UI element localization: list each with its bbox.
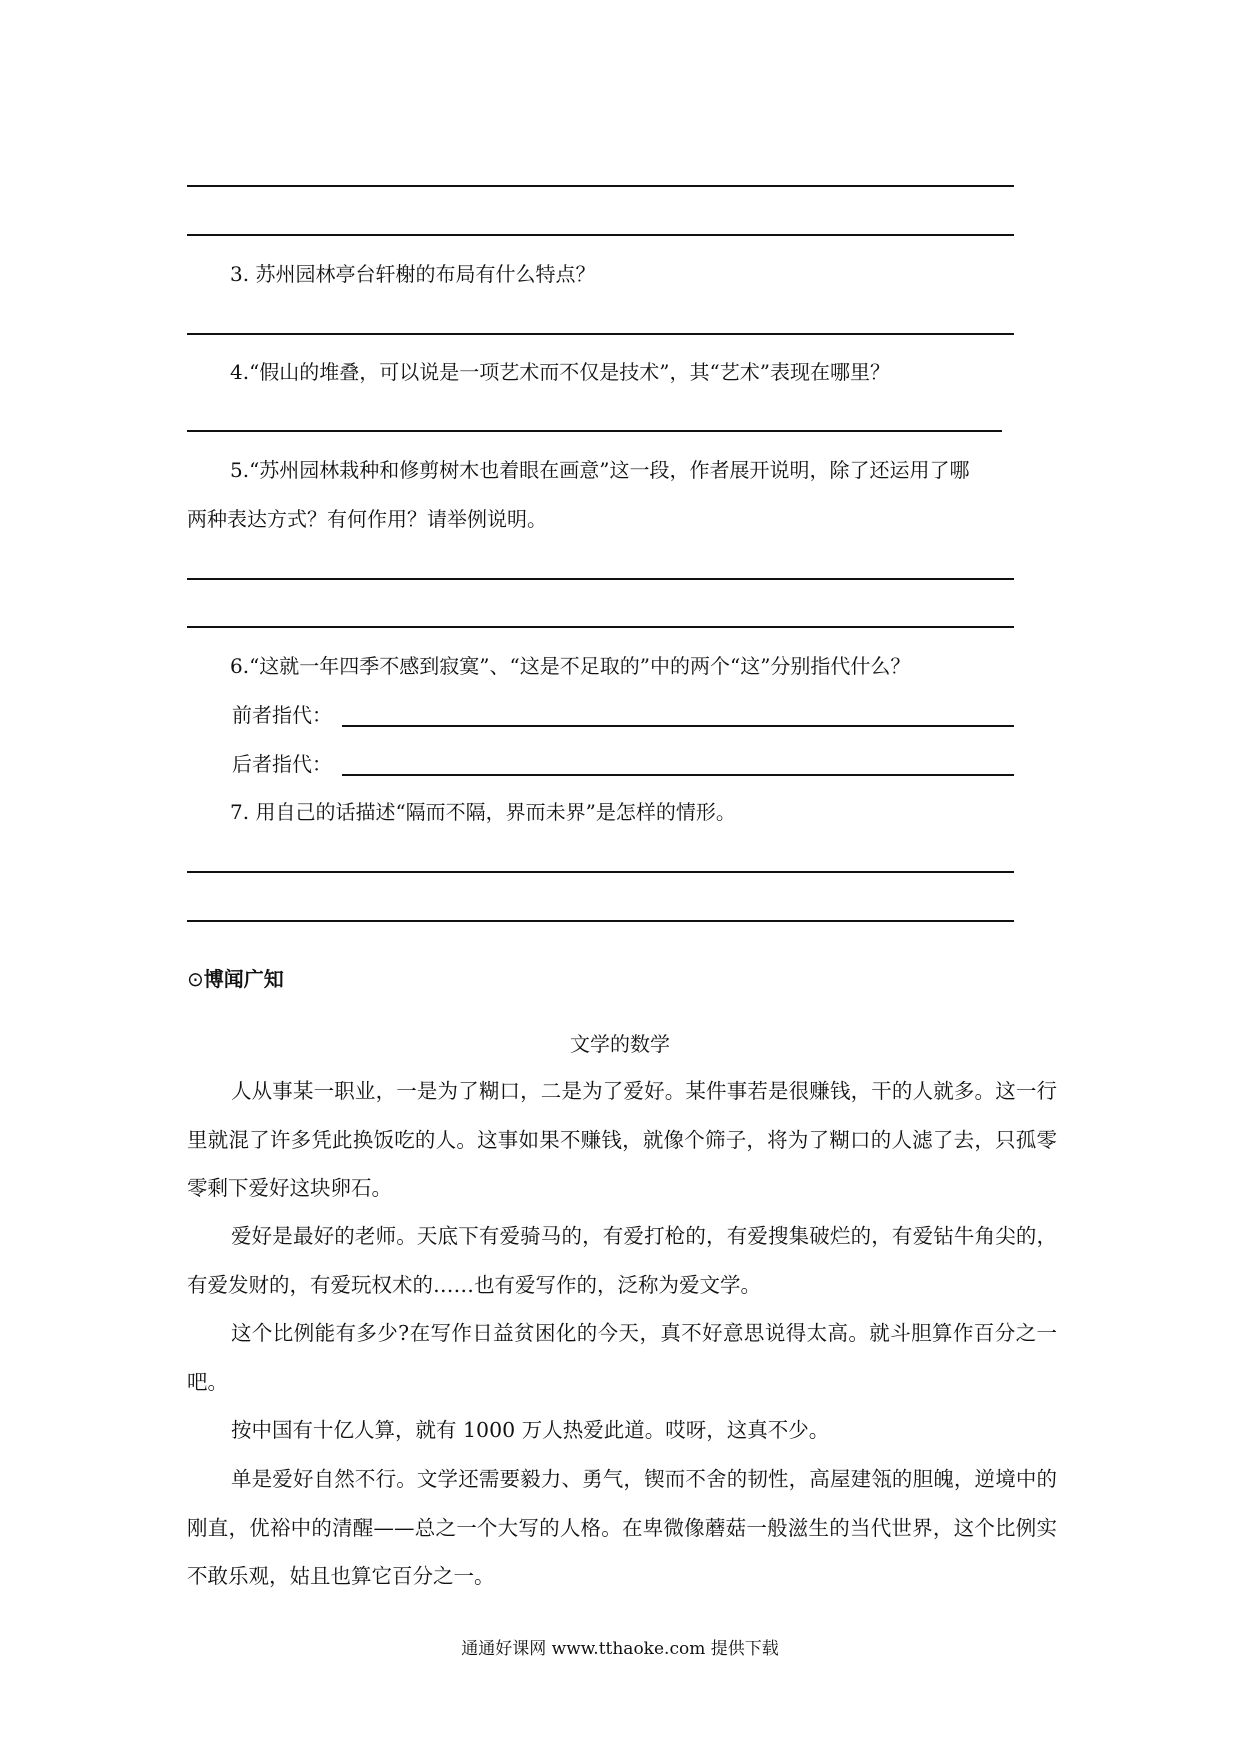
question-3: 3. 苏州园林亭台轩榭的布局有什么特点？	[230, 262, 596, 286]
question-4: 4.“假山的堆叠，可以说是一项艺术而不仅是技术”，其“艺术”表现在哪里？	[230, 360, 890, 384]
answer-line[interactable]	[187, 430, 1002, 432]
question-5-line-2: 两种表达方式？有何作用？请举例说明。	[187, 507, 547, 531]
latter-answer-line[interactable]	[342, 774, 1014, 776]
answer-line[interactable]	[187, 333, 1014, 335]
answer-line[interactable]	[187, 626, 1014, 628]
answer-line[interactable]	[187, 920, 1014, 922]
section-title: 博闻广知	[203, 967, 284, 991]
article-paragraph: 爱好是最好的老师。天底下有爱骑马的，有爱打枪的，有爱搜集破烂的，有爱钻牛角尖的，有爱发财的，有爱玩权术的……也有爱写作的，泛称为爱文学。	[187, 1224, 1057, 1297]
answer-line[interactable]	[187, 234, 1014, 236]
question-7: 7. 用自己的话描述“隔而不隔，界而未界”是怎样的情形。	[230, 800, 736, 824]
answer-line[interactable]	[187, 185, 1014, 187]
section-heading	[187, 966, 284, 992]
article-paragraph: 单是爱好自然不行。文学还需要毅力、勇气，锲而不舍的韧性，高屋建瓴的胆魄，逆境中的刚直，优裕中的清醒——总之一个大写的人格。在卑微像蘑菇一般滋生的当代世界，这个比例实不敢乐观，姑且也算它百分之一。	[187, 1467, 1057, 1588]
former-refers-label: 前者指代：	[232, 703, 332, 727]
circle-dot-icon: ⊙	[187, 967, 204, 991]
latter-refers-label: 后者指代：	[232, 752, 332, 776]
question-5-line-1: 5.“苏州园林栽种和修剪树木也着眼在画意”这一段，作者展开说明，除了还运用了哪	[230, 458, 970, 482]
question-6: 6.“这就一年四季不感到寂寞”、“这是不足取的”中的两个“这”分别指代什么？	[230, 654, 911, 678]
article-paragraph: 按中国有十亿人算，就有 1000 万人热爱此道。哎呀，这真不少。	[231, 1418, 830, 1442]
former-answer-line[interactable]	[342, 725, 1014, 727]
article-paragraph: 人从事某一职业，一是为了糊口，二是为了爱好。某件事若是很赚钱，干的人就多。这一行里就混了许多凭此换饭吃的人。这事如果不赚钱，就像个筛子，将为了糊口的人滤了去，只孤零零剩下爱好这块卵石。	[187, 1079, 1057, 1200]
answer-line[interactable]	[187, 871, 1014, 873]
page-footer: 通通好课网 www.tthaoke.com 提供下载	[461, 1639, 779, 1659]
answer-line[interactable]	[187, 578, 1014, 580]
article-title: 文学的数学	[570, 1032, 670, 1056]
article-paragraph: 这个比例能有多少?在写作日益贫困化的今天，真不好意思说得太高。就斗胆算作百分之一吧。	[187, 1321, 1057, 1394]
